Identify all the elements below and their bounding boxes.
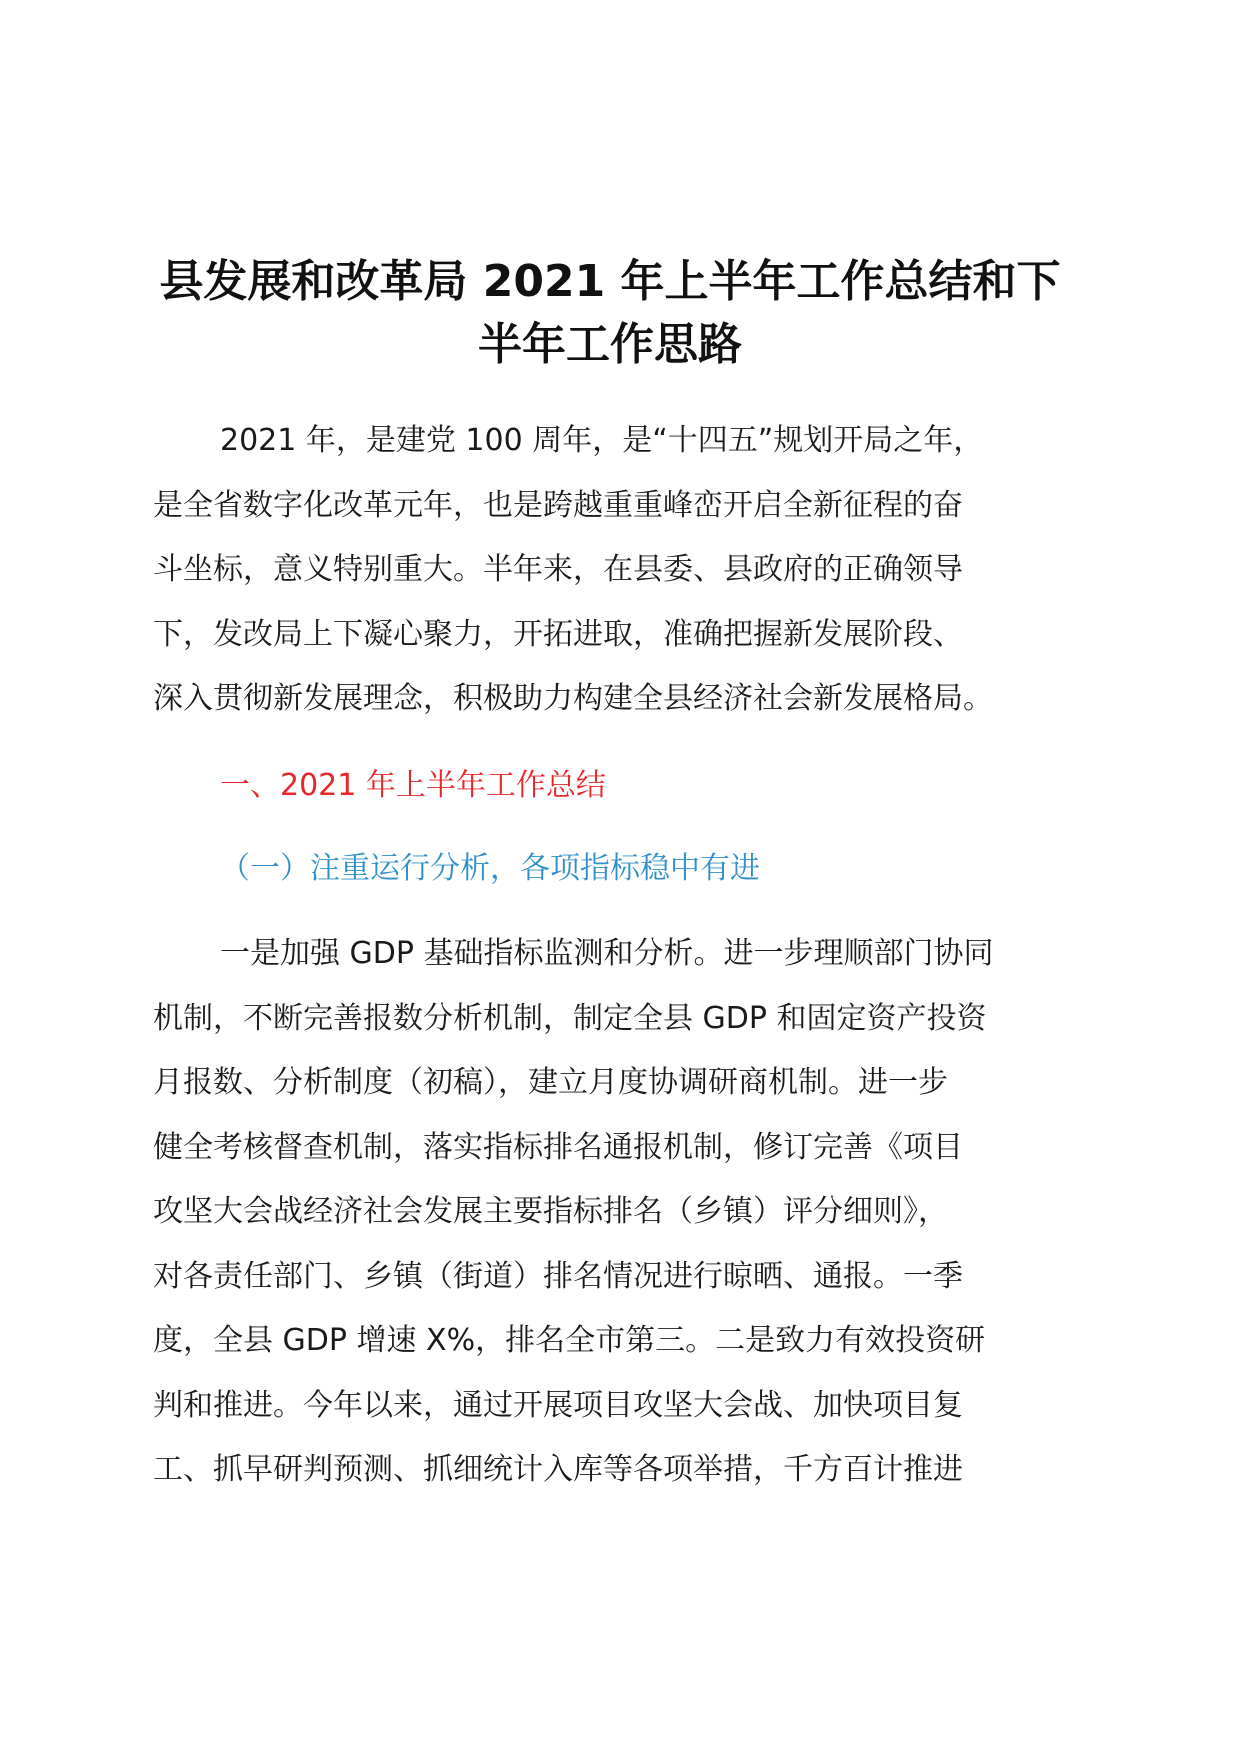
body-line: 判和推进。今年以来，通过开展项目攻坚大会战、加快项目复 <box>153 1387 963 1423</box>
body-line: 健全考核督查机制，落实指标排名通报机制，修订完善《项目 <box>153 1129 963 1165</box>
body-line: 一是加强 GDP 基础指标监测和分析。进一步理顺部门协同 <box>220 936 994 971</box>
body-line: 工、抓早研判预测、抓细统计入库等各项举措，千方百计推进 <box>153 1452 963 1487</box>
intro-line: 下，发改局上下凝心聚力，开拓进取，准确把握新发展阶段、 <box>153 616 963 652</box>
intro-line: 深入贯彻新发展理念，积极助力构建全县经济社会新发展格局。 <box>153 681 993 716</box>
body-line: 度，全县 GDP 增速 X%，排名全市第三。二是致力有效投资研 <box>153 1323 986 1358</box>
title-line-2: 半年工作思路 <box>478 319 742 370</box>
title-line-1: 县发展和改革局 2021 年上半年工作总结和下 <box>159 256 1061 307</box>
document-title <box>140 250 1080 376</box>
intro-line: 2021 年，是建党 100 周年，是“十四五”规划开局之年， <box>220 423 984 458</box>
body-paragraph <box>153 922 1093 1503</box>
intro-paragraph <box>153 409 1093 732</box>
intro-line: 斗坐标，意义特别重大。半年来，在县委、县政府的正确领导 <box>153 552 963 587</box>
intro-line: 是全省数字化改革元年，也是跨越重重峰峦开启全新征程的奋 <box>153 487 963 523</box>
body-line: 月报数、分析制度（初稿），建立月度协调研商机制。进一步 <box>153 1065 948 1100</box>
body-line: 攻坚大会战经济社会发展主要指标排名（乡镇）评分细则》， <box>153 1194 948 1229</box>
section-heading: 一、2021 年上半年工作总结 <box>220 768 606 803</box>
sub-heading: （一）注重运行分析，各项指标稳中有进 <box>220 851 760 886</box>
body-line: 机制，不断完善报数分析机制，制定全县 GDP 和固定资产投资 <box>153 1000 987 1036</box>
body-line: 对各责任部门、乡镇（街道）排名情况进行晾晒、通报。一季 <box>153 1258 963 1294</box>
